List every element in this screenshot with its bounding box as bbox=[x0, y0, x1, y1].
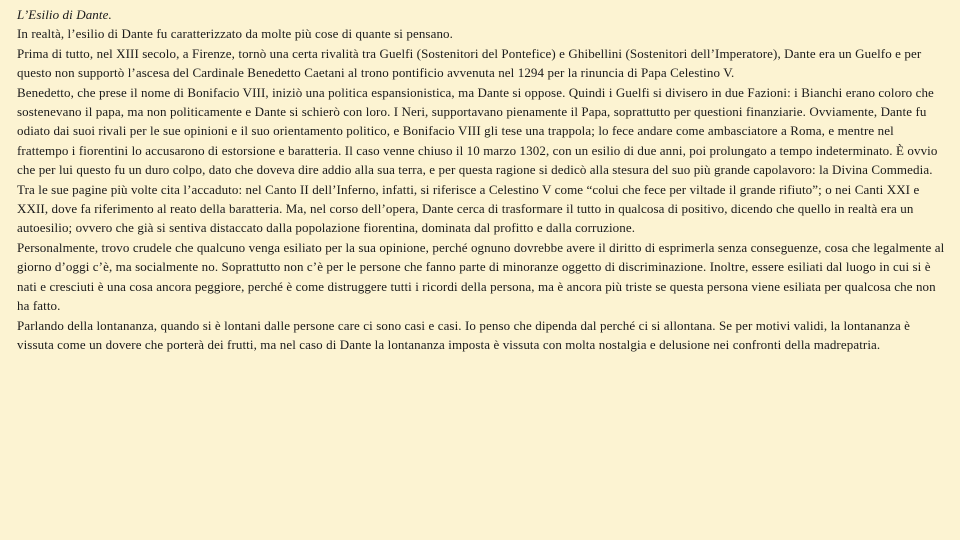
document-body bbox=[17, 5, 947, 354]
paragraph-personal-opinion: Personalmente, trovo crudele che qualcuno venga esiliato per la sua opinione, perché ognuno dovrebbe avere il diritto di esprimerla senza conseguenze, cosa che legalmente al giorno d’oggi c’è, ma socialmente no. Soprattutto non c’è per le persone che fanno parte di minoranze oggetto di discriminazione. Inoltre, essere esiliati dal luogo in cui si è nati e cresciuti è una cosa ancora peggiore, perché è come distruggere tutti i ricordi della persona, ma è ancora più triste se questa persona viene esiliata per qualcosa che non ha fatto. bbox=[17, 239, 945, 314]
paragraph-intro: In realtà, l’esilio di Dante fu caratterizzato da molte più cose di quante si pensano. bbox=[17, 26, 453, 42]
document-title: L’Esilio di Dante. bbox=[17, 7, 112, 22]
paragraph-guelfi-ghibellini: Prima di tutto, nel XIII secolo, a Firenze, tornò una certa rivalità tra Guelfi (Sostenitori del Pontefice) e Ghibellini (Sostenitori dell’Imperatore), Dante era un Guelfo e per questo non supportò l’ascesa del Cardinale Benedetto Caetani al trono pontificio avvenuta nel 1294 per la rinuncia di Papa Celestino V. bbox=[17, 45, 922, 81]
paragraph-bonifacio-viii: Benedetto, che prese il nome di Bonifacio VIII, iniziò una politica espansionistica, ma Dante si oppose. Quindi i Guelfi si divisero in due Fazioni: i Bianchi erano coloro che sostenevano il papa, ma non politicamente e Dante si schierò con loro. I Neri, supportavano pienamente il Papa, soprattutto per questioni finanziarie. Ovviamente, Dante fu odiato dai suoi rivali per le sue opinioni e il suo orientamento politico, e Bonifacio VIII gli tese una trappola; lo fece andare come ambasciatore a Roma, e mentre nel frattempo i fiorentini lo accusarono di estorsione e baratteria. Il caso venne chiuso il 10 marzo 1302, con un esilio di due anni, poi prolungato a tempo indeterminato. È ovvio che per lui questo fu un duro colpo, dato che doveva dire addio alla sua terra, e per questa ragione si dedicò alla stesura del suo più grande capolavoro: la Divina Commedia. Tra le sue pagine più volte cita l’accaduto: nel Canto II dell’Inferno, infatti, si riferisce a Celestino V come “colui che fece per viltade il grande rifiuto”; o nei Canti XXI e XXII, dove fa riferimento al reato della baratteria. Ma, nel corso dell’opera, Dante cerca di trasformare il tutto in qualcosa di positivo, dicendo che quello in realtà era un autoesilio; ovvero che già si sentiva distaccato dalla popolazione fiorentina, dominata dal profitto e dalla corruzione. bbox=[17, 84, 938, 236]
paragraph-lontananza: Parlando della lontananza, quando si è lontani dalle persone care ci sono casi e casi. Io penso che dipenda dal perché ci si allontana. Se per motivi validi, la lontananza è vissuta come un dovere che porterà dei frutti, ma nel caso di Dante la lontananza imposta è vissuta con molta nostalgia e delusione nei confronti della madrepatria. bbox=[17, 317, 911, 352]
